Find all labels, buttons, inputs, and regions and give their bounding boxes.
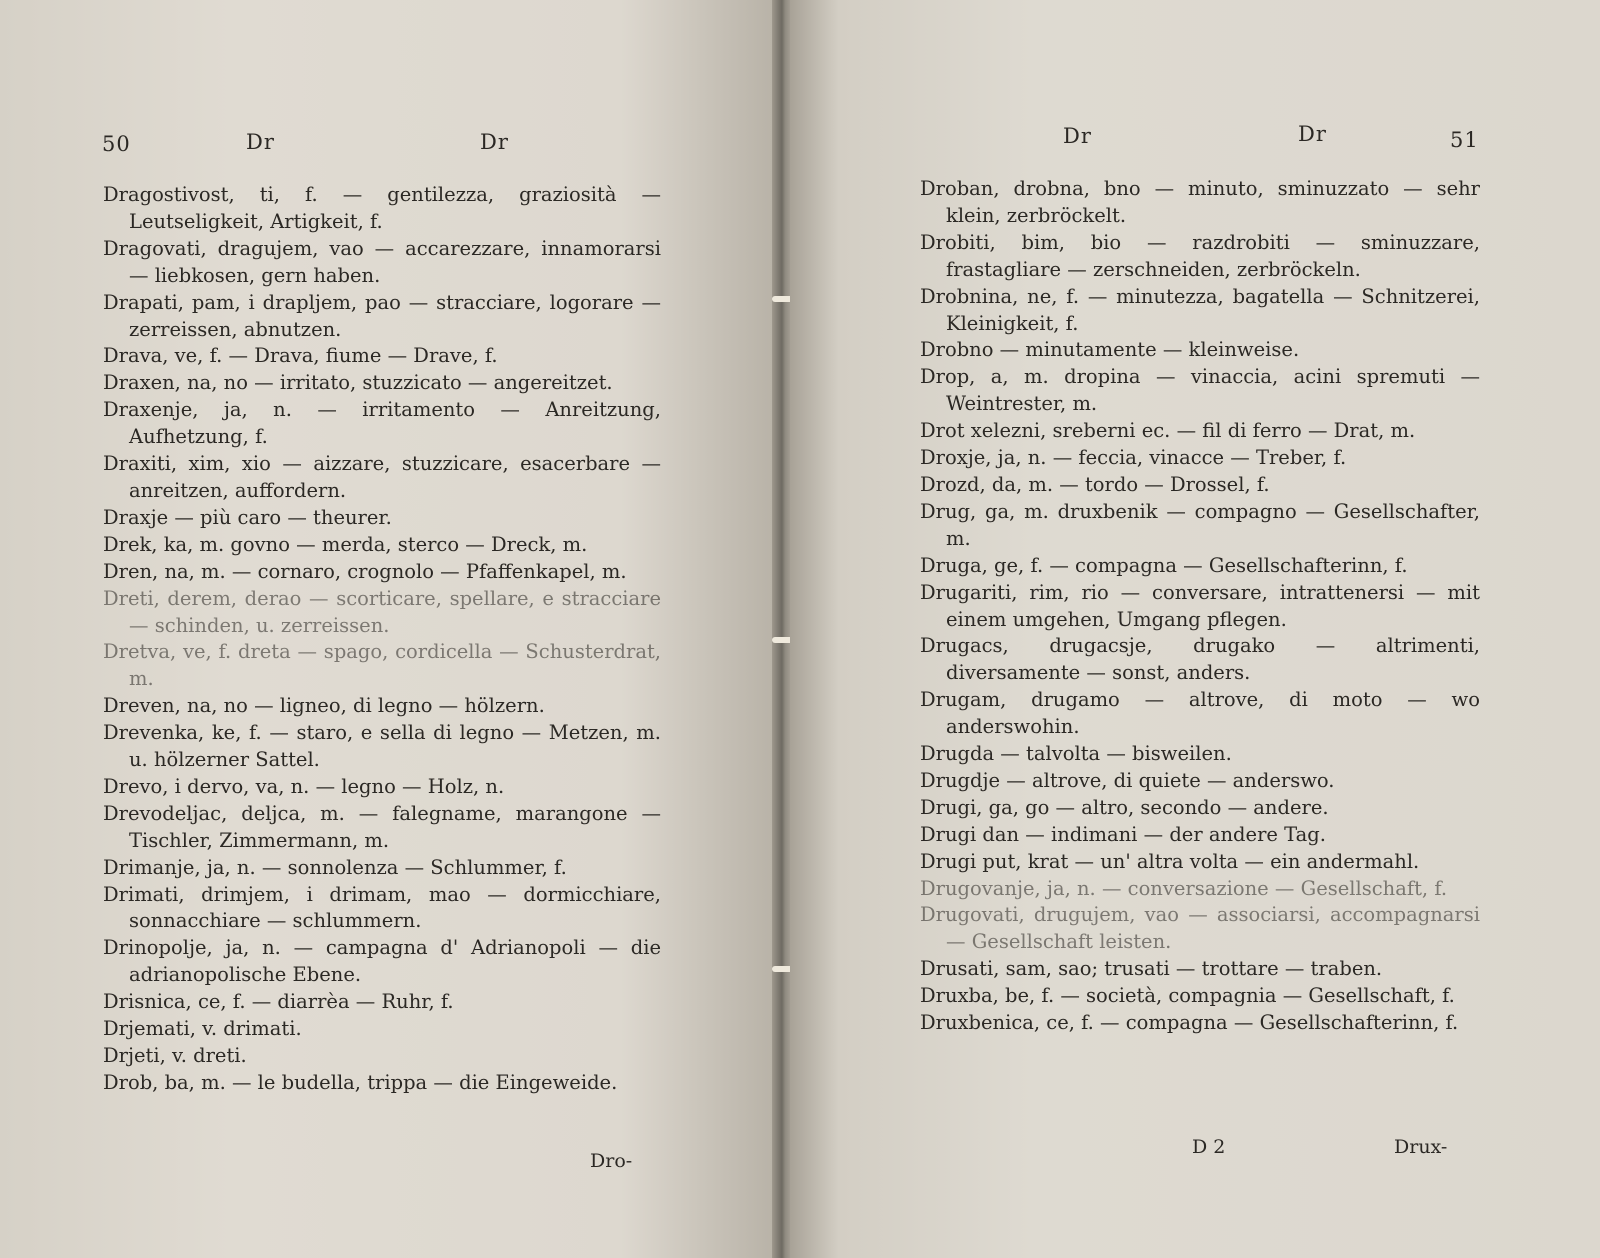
right-entries <box>920 176 1480 1037</box>
left-page <box>0 0 776 1258</box>
dictionary-entry: Drugovanje, ja, n. — conversazione — Gesellschaft, f. <box>920 876 1448 900</box>
dictionary-entry: Drug, ga, m. druxbenik — compagno — Gesellschafter, m. <box>920 499 1480 550</box>
dictionary-entry: Drusati, sam, sao; trusati — trottare — traben. <box>920 957 1383 981</box>
dictionary-entry: Drugi put, krat — un' altra volta — ein andermahl. <box>920 849 1420 873</box>
dictionary-entry: Drava, ve, f. — Drava, fiume — Drave, f. <box>103 344 498 368</box>
right-header-center: Dr <box>1298 122 1327 146</box>
dictionary-entry: Druga, ge, f. — compagna — Gesellschafterinn, f. <box>920 553 1408 577</box>
dictionary-entry: Drinopolje, ja, n. — campagna d' Adrianopoli — die adrianopolische Ebene. <box>103 936 661 987</box>
dictionary-entry: Droxje, ja, n. — feccia, vinacce — Treber, f. <box>920 446 1347 470</box>
dictionary-entry: Drob, ba, m. — le budella, trippa — die Eingeweide. <box>103 1070 618 1094</box>
left-page-number: 50 <box>102 132 131 156</box>
dictionary-entry: Draxiti, xim, xio — aizzare, stuzzicare, esacerbare — anreitzen, auffordern. <box>103 452 661 502</box>
left-header-center: Dr <box>246 130 275 154</box>
dictionary-entry: Dragostivost, ti, f. — gentilezza, graziosità — Leutseligkeit, Artigkeit, f. <box>103 183 661 233</box>
dictionary-entry: Drugariti, rim, rio — conversare, intrattenersi — mit einem umgehen, Umgang pflegen. <box>920 580 1480 631</box>
dictionary-entry: Drozd, da, m. — tordo — Drossel, f. <box>920 472 1270 496</box>
dictionary-entry: Drevodeljac, deljca, m. — falegname, marangone — Tischler, Zimmermann, m. <box>103 801 661 852</box>
left-catchword: Dro- <box>590 1150 633 1172</box>
dictionary-entry: Dragovati, dragujem, vao — accarezzare, innamorarsi — liebkosen, gern haben. <box>103 236 661 287</box>
dictionary-entry: Drek, ka, m. govno — merda, sterco — Dreck, m. <box>103 532 588 556</box>
dictionary-entry: Drobiti, bim, bio — razdrobiti — sminuzzare, frastagliare — zerschneiden, zerbröckeln. <box>920 230 1480 281</box>
dictionary-entry: Drugda — talvolta — bisweilen. <box>920 742 1232 766</box>
dictionary-entry: Drugi dan — indimani — der andere Tag. <box>920 822 1326 846</box>
dictionary-entry: Drimanje, ja, n. — sonnolenza — Schlummer, f. <box>103 855 567 879</box>
dictionary-entry: Drobno — minutamente — kleinweise. <box>920 338 1300 362</box>
signature-mark: D 2 <box>1192 1136 1226 1158</box>
dictionary-entry: Drapati, pam, i drapljem, pao — stracciare, logorare — zerreissen, abnutzen. <box>103 290 661 341</box>
dictionary-entry: Drjemati, v. drimati. <box>103 1017 302 1041</box>
dictionary-entry: Dreti, derem, derao — scorticare, spellare, e stracciare — schinden, u. zerreissen. <box>103 586 661 637</box>
dictionary-entry: Draxen, na, no — irritato, stuzzicato — angereitzet. <box>103 371 613 395</box>
dictionary-entry: Dreven, na, no — ligneo, di legno — hölzern. <box>103 694 545 718</box>
dictionary-entry: Drop, a, m. dropina — vinaccia, acini spremuti — Weintrester, m. <box>920 365 1480 416</box>
dictionary-entry: Dretva, ve, f. dreta — spago, cordicella — Schusterdrat, m. <box>103 640 661 691</box>
dictionary-entry: Draxenje, ja, n. — irritamento — Anreitzung, Aufhetzung, f. <box>103 398 661 449</box>
left-entries <box>103 182 661 1097</box>
dictionary-entry: Drimati, drimjem, i drimam, mao — dormicchiare, sonnacchiare — schlummern. <box>103 882 661 933</box>
dictionary-entry: Drugdje — altrove, di quiete — anderswo. <box>920 768 1335 792</box>
dictionary-entry: Drugam, drugamo — altrove, di moto — wo anderswohin. <box>920 688 1480 739</box>
dictionary-entry: Drobnina, ne, f. — minutezza, bagatella — Schnitzerei, Kleinigkeit, f. <box>920 284 1480 335</box>
dictionary-entry: Drjeti, v. dreti. <box>103 1044 247 1067</box>
dictionary-entry: Drugovati, drugujem, vao — associarsi, accompagnarsi — Gesellschaft leisten. <box>920 903 1480 954</box>
dictionary-entry: Drevo, i dervo, va, n. — legno — Holz, n. <box>103 774 505 798</box>
dictionary-entry: Drevenka, ke, f. — staro, e sella di legno — Metzen, m. u. hölzerner Sattel. <box>103 721 661 772</box>
right-page-number: 51 <box>1450 128 1479 152</box>
dictionary-entry: Dren, na, m. — cornaro, crognolo — Pfaffenkapel, m. <box>103 559 627 583</box>
right-page <box>790 0 1600 1258</box>
dictionary-entry: Drisnica, ce, f. — diarrèa — Ruhr, f. <box>103 990 454 1014</box>
right-catchword: Drux- <box>1394 1136 1448 1158</box>
dictionary-entry: Droban, drobna, bno — minuto, sminuzzato — sehr klein, zerbröckelt. <box>920 177 1480 227</box>
dictionary-entry: Drugacs, drugacsje, drugako — altrimenti, diversamente — sonst, anders. <box>920 634 1480 685</box>
dictionary-entry: Druxba, be, f. — società, compagnia — Gesellschaft, f. <box>920 984 1455 1008</box>
dictionary-entry: Drot xelezni, sreberni ec. — fil di ferro — Drat, m. <box>920 419 1416 443</box>
left-header-right: Dr <box>480 130 509 154</box>
dictionary-entry: Draxje — più caro — theurer. <box>103 505 392 529</box>
dictionary-entry: Druxbenica, ce, f. — compagna — Gesellschafterinn, f. <box>920 1011 1459 1035</box>
dictionary-entry: Drugi, ga, go — altro, secondo — andere. <box>920 795 1329 819</box>
right-header-left: Dr <box>1063 124 1092 148</box>
